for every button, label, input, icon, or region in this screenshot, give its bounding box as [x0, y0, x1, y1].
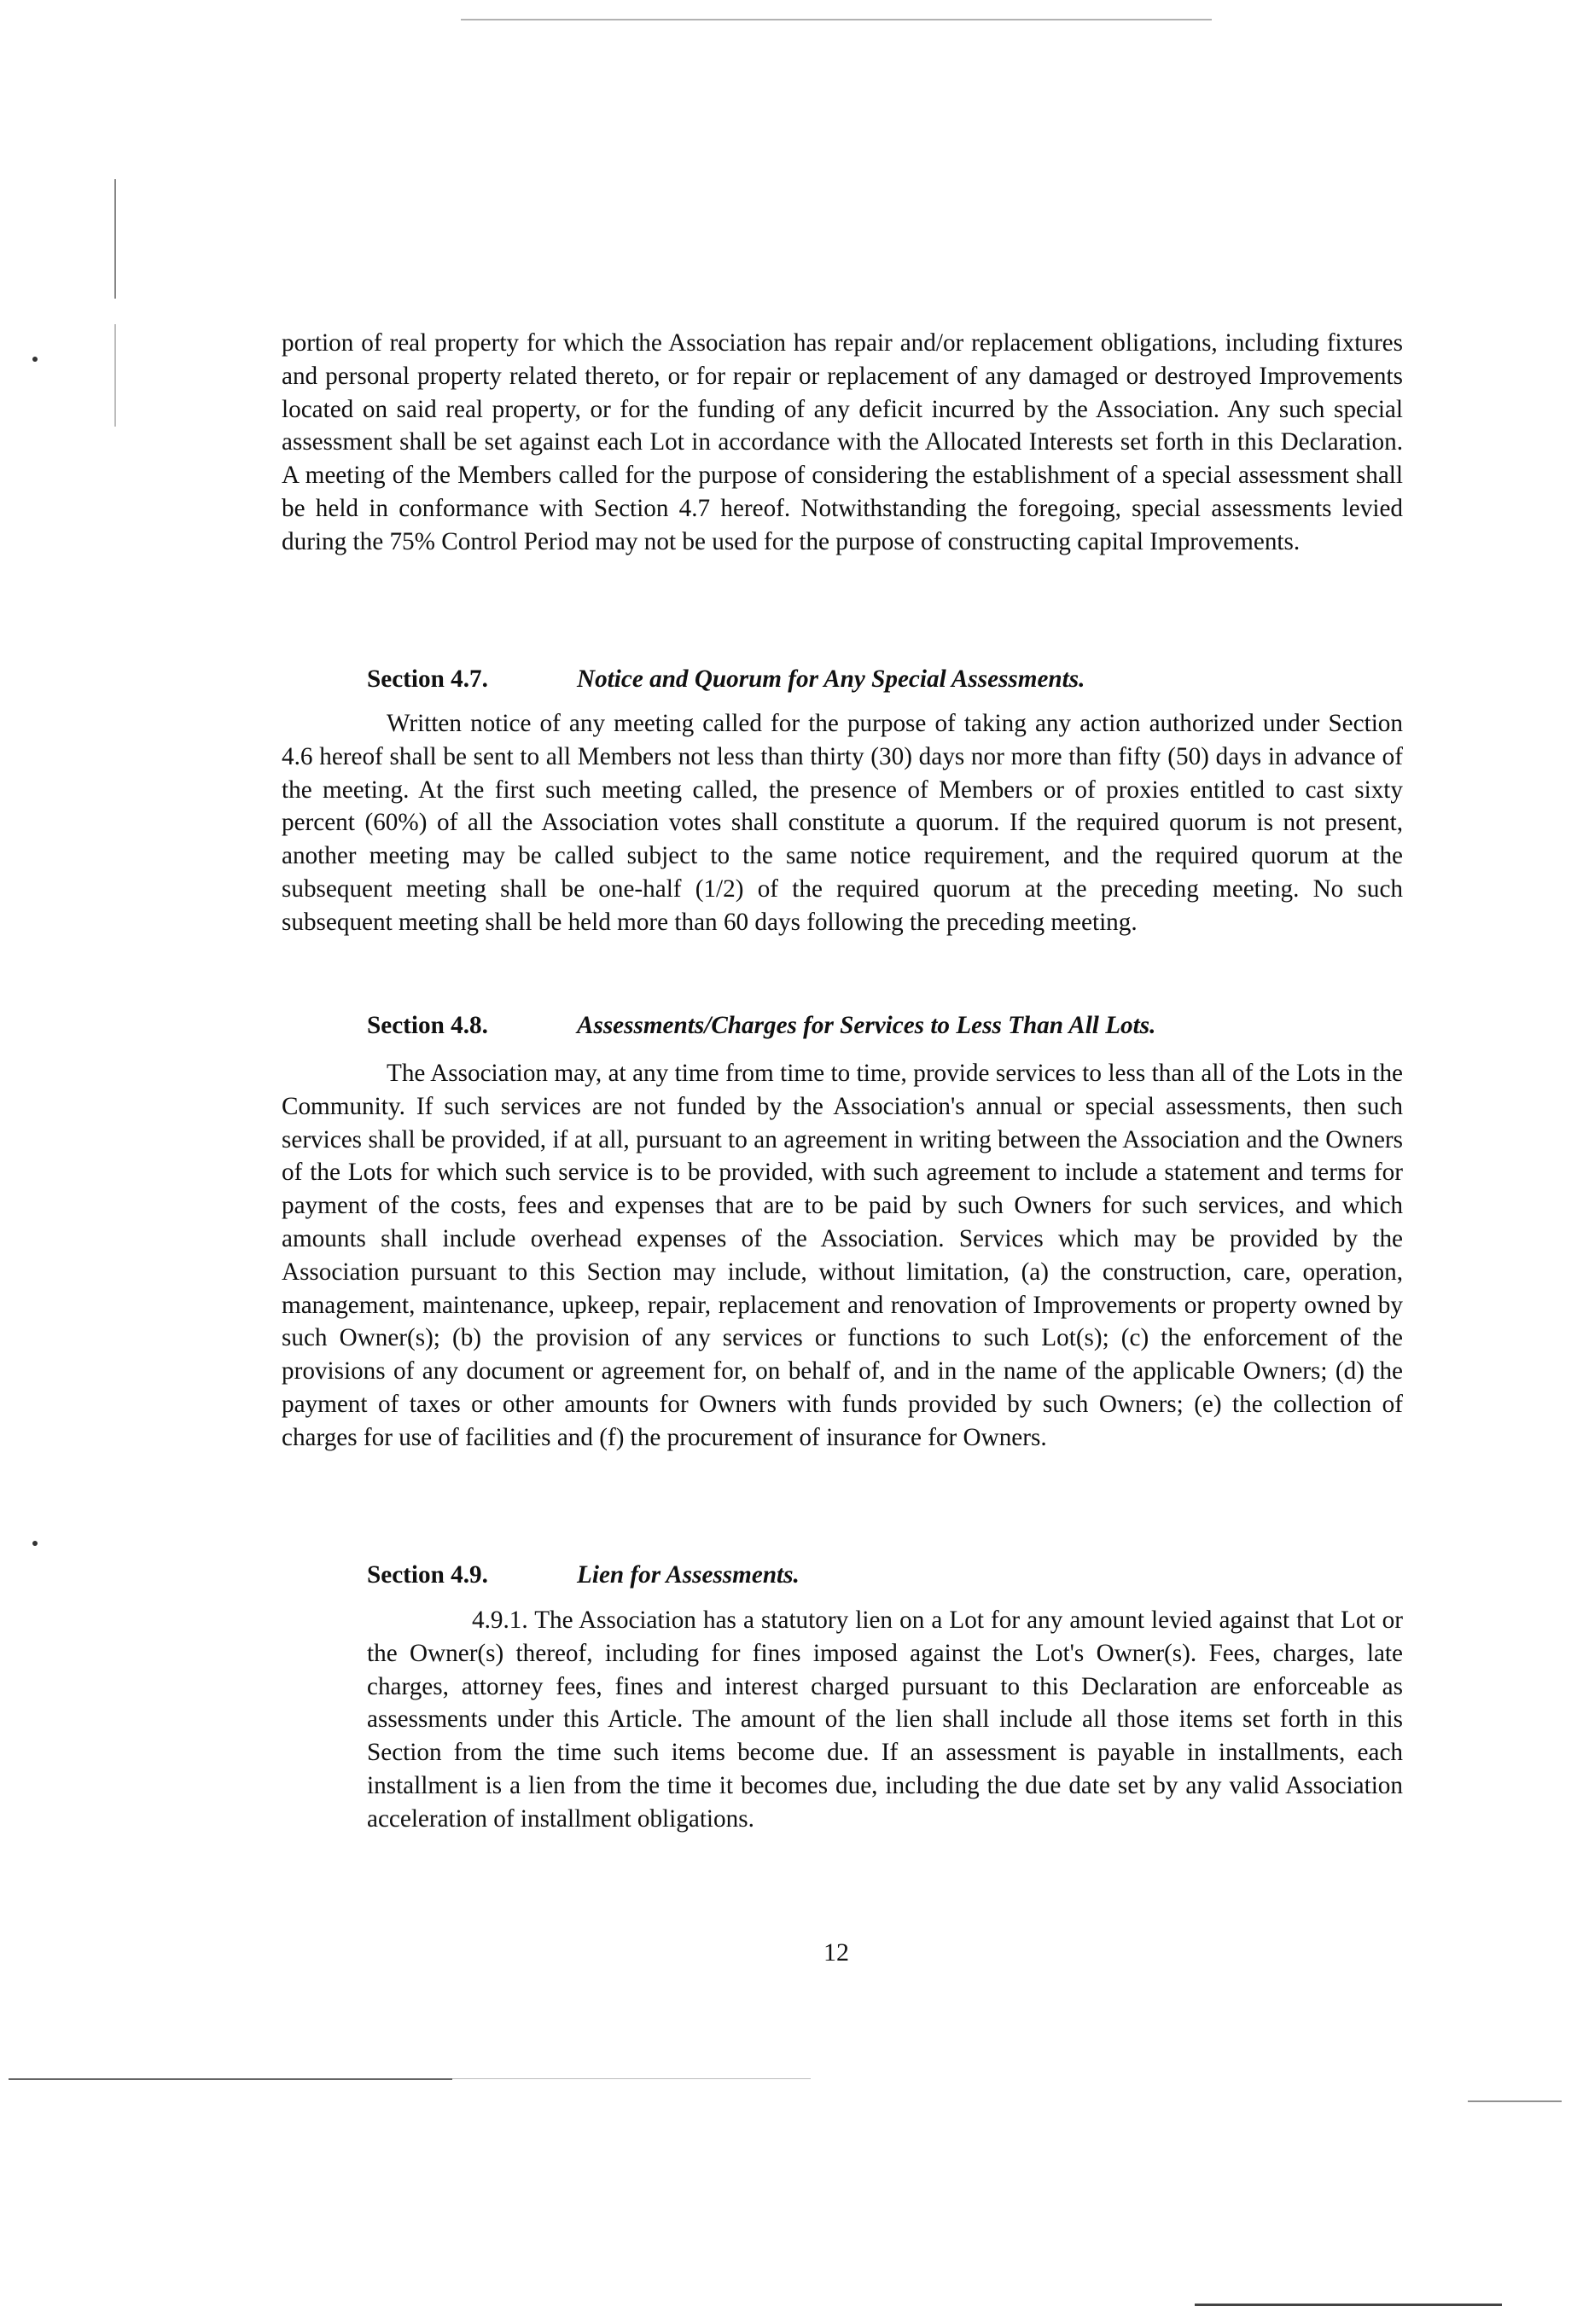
- section-title: Assessments/Charges for Services to Less Than All Lots.: [577, 1012, 1156, 1039]
- scan-artifact-bottom-line: [9, 2078, 452, 2080]
- section-title: Lien for Assessments.: [577, 1561, 800, 1589]
- scan-artifact-left-line-2: [114, 324, 116, 427]
- scan-artifact-dot: [32, 357, 38, 362]
- section-number: Section 4.7.: [367, 665, 488, 693]
- section-number: Section 4.8.: [367, 1012, 488, 1039]
- scan-artifact-bottom-right: [1468, 2100, 1562, 2102]
- paragraph-4-7: Written notice of any meeting called for the purpose of taking any action authorized under Section 4.6 hereof shall be sent to all Members not less than thirty (30) days nor more than fifty (50) days in advance of the meeting. At the first such meeting called, the presence of Members or of proxies entitled to cast sixty percent (60%) of all the Association votes shall constitute a quorum. If the required quorum is not present, another meeting may be called subject to the same notice requirement, and the required quorum at the subsequent meeting shall be one-half (1/2) of the required quorum at the preceding meeting. No such subsequent meeting shall be held more than 60 days following the preceding meeting.: [282, 710, 1403, 936]
- section-title: Notice and Quorum for Any Special Assessments.: [577, 665, 1085, 693]
- paragraph-4-8: The Association may, at any time from time to time, provide services to less than all of the Lots in the Community. If such services are not funded by the Association's annual or special assessments, then such services shall be provided, if at all, pursuant to an agreement in writing between the Association and the Owners of the Lots for which such service is to be provided, with such agreement to include a statement and terms for payment of the costs, fees and expenses that are to be paid by such Owners for such services, and which amounts shall include overhead expenses of the Association. Services which may be provided by the Association pursuant to this Section may include, without limitation, (a) the construction, care, operation, management, maintenance, upkeep, repair, replacement and renovation of Improvements or property owned by such Owner(s); (b) the provision of any services or functions to such Lot(s); (c) the enforcement of the provisions of any document or agreement for, on behalf of, and in the name of the applicable Owners; (d) the payment of taxes or other amounts for Owners with funds provided by such Owners; (e) the collection of charges for use of facilities and (f) the procurement of insurance for Owners.: [282, 1060, 1403, 1451]
- scan-artifact-bottom-line-2: [452, 2078, 811, 2079]
- scan-artifact-bottom-right-2: [1195, 2304, 1502, 2306]
- scan-artifact-dot: [32, 1541, 38, 1546]
- paragraph-4-9-1: 4.9.1. The Association has a statutory lien on a Lot for any amount levied against that Lot or the Owner(s) thereof, including for fines imposed against the Lot's Owner(s). Fees, charges, late charges, attorney fees, fines and interest charged pursuant to this Declaration are enforceable as assessments under this Article. The amount of the lien shall include all those items set forth in this Section from the time such items become due. If an assessment is payable in installments, each installment is a lien from the time it becomes due, including the due date set by any valid Association acceleration of installment obligations.: [367, 1606, 1403, 1833]
- paragraph-4-6-continued: portion of real property for which the Association has repair and/or replacement obligations, including fixtures and personal property related thereto, or for repair or replacement of any damaged or destroyed Improvements located on said real property, or for the funding of any deficit incurred by the Association. Any such special assessment shall be set against each Lot in accordance with the Allocated Interests set forth in this Declaration. A meeting of the Members called for the purpose of considering the establishment of a special assessment shall be held in conformance with Section 4.7 hereof. Notwithstanding the foregoing, special assessments levied during the 75% Control Period may not be used for the purpose of constructing capital Improvements.: [282, 329, 1403, 555]
- scan-artifact-top: [461, 19, 1212, 20]
- page-number: 12: [823, 1938, 849, 1967]
- section-number: Section 4.9.: [367, 1561, 488, 1589]
- scan-artifact-left-line: [114, 179, 116, 299]
